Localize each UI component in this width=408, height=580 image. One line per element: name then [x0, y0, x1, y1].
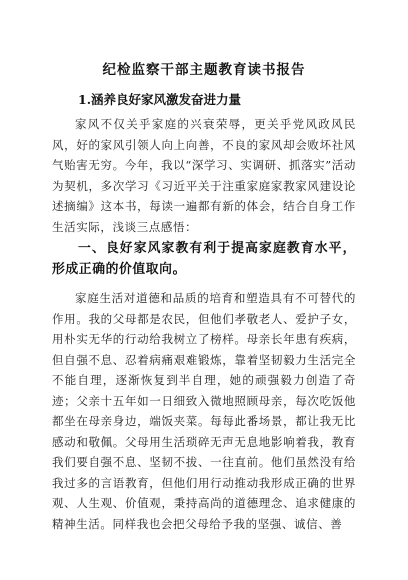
document-title: 纪检监察干部主题教育读书报告 [102, 62, 306, 78]
section-heading-1: 一、良好家风家教有利于提高家庭教育水平，形成正确的价值取向。 [52, 241, 356, 277]
body-paragraph-intro: 家风不仅关乎家庭的兴衰荣辱，更关乎党风政风民风，好的家风引领人向上向善，不良的家风却会败坏社风气贻害无穷。今年，我以“深学习、实调研、抓落实”活动为契机，多次学习《习近平关于注重家庭家教家风建设论述摘编》这本书，每读一遍都有新的体会，结合自身工作生活实际，浅谈三点感悟： [52, 117, 356, 234]
section-subheading: 1.涵养良好家风激发奋进力量 [78, 92, 242, 107]
body-paragraph-family: 家庭生活对道德和品质的培育和塑造具有不可替代的作用。我的父母都是农民，但他们孝敬老人、爱护子女，用朴实无华的行动给我树立了榜样。母亲长年患有疾病，但自强不息、忍着病痛艰难锻炼，靠着坚韧毅力生活完全不能自理，逐渐恢复到半自理，她的顽强毅力创造了奇迹；父亲十五年如一日细致入微地照顾母亲，每次吃饭他都坐在母亲身边，端饭夹菜。每每此番场景，都让我无比感动和敬佩。父母用生活琐碎无声无息地影响着我，教育我们要自强不息、坚韧不拔、一往直前。他们虽然没有给我过多的言语教育，但他们用行动推动我形成正确的世界观、人生观、价值观，秉持高尚的道德理念、追求健康的精神生活。同样我也会把父母给予我的坚强、诚信、善 [52, 291, 356, 531]
